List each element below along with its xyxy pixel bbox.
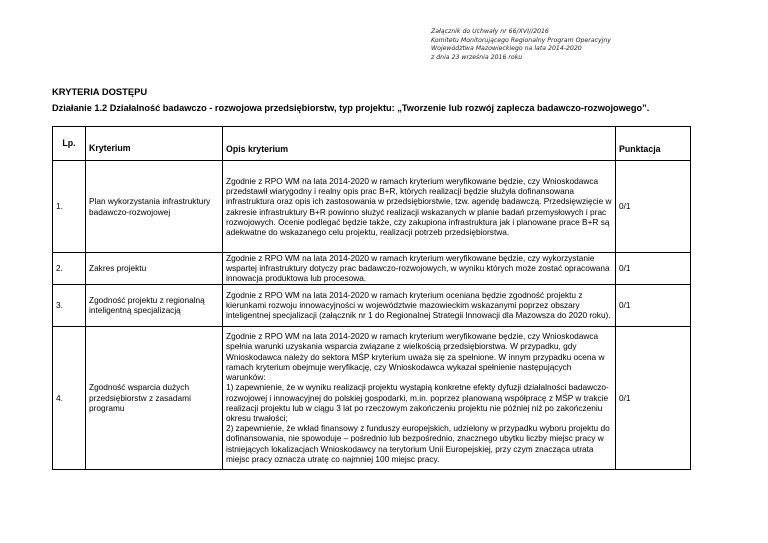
annex-line-2: Komitetu Monitorującego Regionalny Program Operacyjny <box>431 36 611 44</box>
row-lp: 4. <box>53 326 86 469</box>
row-kryterium: Zakres projektu <box>86 253 223 285</box>
row-lp: 2. <box>53 253 86 285</box>
table-row <box>53 284 691 326</box>
annex-line-4: z dnia 23 września 2016 roku <box>431 53 523 61</box>
annex-line-1: Załącznik do Uchwały nr 66/XVI//2016 <box>431 28 549 35</box>
row-kryterium: Zgodność projektu z regionalną inteligentną specjalizacją <box>86 284 223 326</box>
row-kryterium: Zgodność wsparcia dużych przedsiębiorstw z zasadami programu <box>86 326 223 469</box>
row-punktacja: 0/1 <box>616 326 691 469</box>
row-opis: Zgodnie z RPO WM na lata 2014-2020 w ramach kryterium weryfikowane będzie, czy Wnioskodawca spełnia warunki uzyskania wsparcia związane z wielkością przedsiębiorstwa. W przypadku, gdy Wnioskodawca należy do sektora MŚP kryterium uważa się za spełnione. W innym przypadku ocena w ramach kryterium obejmuje weryfikację, czy Wnioskodawca wykazał spełnienie następujących warunków: 1) zapewnienie, że w wyniku realizacji projektu wystąpią konkretne efekty dyfuzji działalności badawczo-rozwojowej i innowacyjnej do polskiej gospodarki, m.in. poprzez planowaną współpracę z MŚP w trakcie realizacji projektu lub w ciągu 3 lat po rzeczowym zakończeniu projektu nie później niż po zakończeniu okresu trwałości; 2) zapewnienie, że wkład finansowy z funduszy europejskich, udzielony w przypadku wyboru projektu do dofinansowania, nie spowoduje – pośrednio lub bezpośrednio, znacznego ubytku liczby miejsc pracy w istniejących lokalizacjach Wnioskodawcy na terytorium Unii Europejskiej, przy czym znacząca utrata miejsc pracy oznacza utratę co najmniej 100 miejsc pracy. <box>223 326 616 469</box>
header-lp: Lp. <box>53 127 86 161</box>
header-punktacja: Punktacja <box>616 127 691 161</box>
table-row <box>53 326 691 469</box>
criteria-table <box>52 126 691 470</box>
action-subtitle: Działanie 1.2 Działalność badawczo - rozwojowa przedsiębiorstw, typ projektu: „Tworzenie lub rozwój zaplecza badawczo-rozwojowego”. <box>52 103 650 113</box>
row-lp: 1. <box>53 161 86 253</box>
row-opis: Zgodnie z RPO WM na lata 2014-2020 w ramach kryterium weryfikowane będzie, czy Wnioskodawca przedstawił wiarygodny i realny opis prac B+R, których realizacji będzie służyła dofinansowana infrastruktura oraz opis ich zastosowania w przedsiębiorstwie, tzw. agendę badawczą. Przedsięwzięcie w zakresie infrastruktury B+R powinno służyć realizacji wskazanych w planie badań przemysłowych i prac rozwojowych. Ocenie podlegać będzie także, czy zakupiona infrastruktura jak i planowane prace B+R są adekwatne do wskazanego celu projektu, realizacji potrzeb przedsiębiorstwa. <box>223 161 616 253</box>
annex-line-3: Województwa Mazowieckiego na lata 2014-2020 <box>431 45 582 53</box>
table-row <box>53 161 691 253</box>
table-header-row <box>53 127 691 161</box>
table-row <box>53 253 691 285</box>
row-lp: 3. <box>53 284 86 326</box>
annex-note <box>431 28 611 62</box>
row-punktacja: 0/1 <box>616 253 691 285</box>
header-opis: Opis kryterium <box>223 127 616 161</box>
row-punktacja: 0/1 <box>616 161 691 253</box>
page-title: KRYTERIA DOSTĘPU <box>52 86 148 97</box>
row-punktacja: 0/1 <box>616 284 691 326</box>
row-opis: Zgodnie z RPO WM na lata 2014-2020 w ramach kryterium weryfikowane będzie, czy wykorzystanie wspartej infrastruktury dotyczy prac badawczo-rozwojowych, w wyniku których może zostać opracowana innowacja produktowa lub procesowa. <box>223 253 616 285</box>
row-opis: Zgodnie z RPO WM na lata 2014-2020 w ramach kryterium oceniana będzie zgodność projektu z kierunkami rozwoju innowacyjności w województwie mazowieckim wskazanymi poprzez obszary inteligentnej specjalizacji (załącznik nr 1 do Regionalnej Strategii Innowacji dla Mazowsza do 2020 roku). <box>223 284 616 326</box>
row-kryterium: Plan wykorzystania infrastruktury badawczo-rozwojowej <box>86 161 223 253</box>
header-kryterium: Kryterium <box>86 127 223 161</box>
